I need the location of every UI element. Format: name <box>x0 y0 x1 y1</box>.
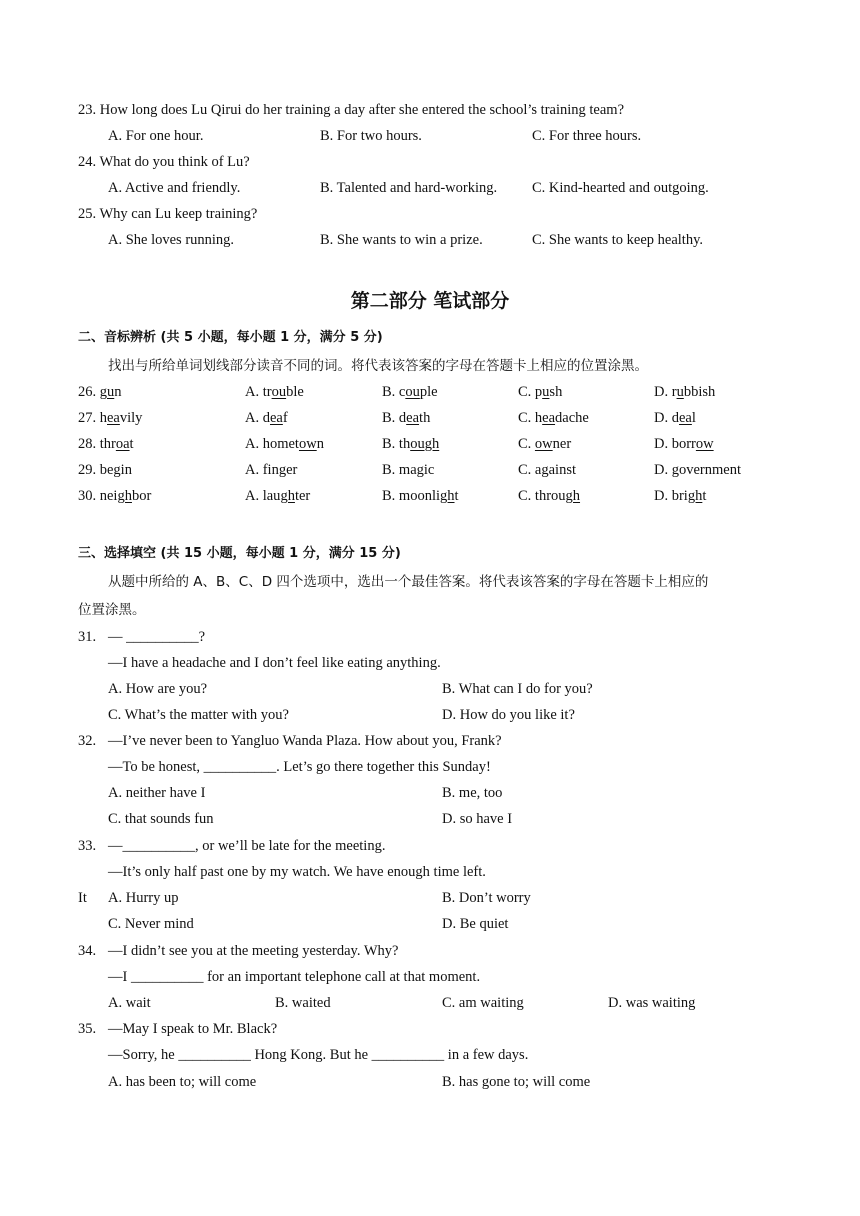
question-text: 25. Why can Lu keep training? <box>78 206 258 222</box>
word-part: D. borr <box>654 436 696 452</box>
dialogue-line: —I __________ for an important telephone call at that moment. <box>108 969 481 985</box>
stray-text: It <box>78 890 87 906</box>
option-d: D. Be quiet <box>442 916 509 932</box>
word-part: 30. nei <box>78 488 118 504</box>
phonetics-option <box>518 436 571 453</box>
underlined-segment: u <box>107 384 115 400</box>
question-number: 31. <box>78 629 97 645</box>
word-part: ple <box>419 384 438 400</box>
underlined-segment: ow <box>695 436 714 452</box>
word-part: B. moonli <box>382 488 441 504</box>
underlined-segment: gh <box>687 488 703 504</box>
phonetics-option <box>654 436 714 453</box>
phonetics-option <box>654 462 741 479</box>
word-part: sh <box>549 384 563 400</box>
option-a: A. has been to; will come <box>108 1074 257 1090</box>
word-part: ter <box>294 488 311 504</box>
option-c: C. She wants to keep healthy. <box>532 232 704 248</box>
section-3-heading: 三、选择填空 (共 15 小题，每小题 1 分，满分 15 分) <box>78 546 401 561</box>
word-part: ner <box>552 436 572 452</box>
option-d: D. was waiting <box>608 995 696 1011</box>
phonetics-option <box>382 410 430 427</box>
phonetics-option <box>518 462 576 479</box>
option-b: B. Don’t worry <box>442 890 531 906</box>
option-c: C. am waiting <box>442 995 524 1011</box>
option-b: B. Talented and hard-working. <box>320 180 498 196</box>
question-text: 24. What do you think of Lu? <box>78 154 250 170</box>
underlined-segment: ow <box>298 436 317 452</box>
option-b: B. What can I do for you? <box>442 681 593 697</box>
underlined-segment: ou <box>405 384 420 400</box>
question-number: 34. <box>78 943 97 959</box>
word-part: n <box>316 436 324 452</box>
word-part: D. government <box>654 462 741 478</box>
word-part: A. tr <box>245 384 272 400</box>
word-part: B. c <box>382 384 406 400</box>
option-b: B. For two hours. <box>320 128 422 144</box>
option-c: C. For three hours. <box>532 128 642 144</box>
phonetics-option <box>382 436 439 453</box>
dialogue-line: —To be honest, __________. Let’s go there together this Sunday! <box>108 759 491 775</box>
underlined-segment: ea <box>269 410 283 426</box>
phonetics-option <box>245 410 288 427</box>
underlined-segment: ou <box>271 384 287 400</box>
phonetics-option <box>245 462 297 479</box>
word-part: vily <box>119 410 143 426</box>
underlined-segment: ea <box>107 410 120 426</box>
word-part: B. d <box>382 410 407 426</box>
phonetics-option <box>654 384 715 401</box>
option-b: B. She wants to win a prize. <box>320 232 483 248</box>
part-title: 第二部分 笔试部分 <box>350 290 510 312</box>
phonetics-word <box>78 436 134 453</box>
option-a: A. For one hour. <box>108 128 204 144</box>
dialogue-line: — __________? <box>108 629 206 645</box>
phonetics-option <box>518 488 580 505</box>
underlined-segment: u <box>676 384 684 400</box>
word-part: bor <box>131 488 152 504</box>
underlined-segment: ow <box>534 436 553 452</box>
underlined-segment: gh <box>440 488 455 504</box>
dialogue-line: —I didn’t see you at the meeting yesterday. Why? <box>108 943 399 959</box>
word-part: 27. h <box>78 410 107 426</box>
word-part: A. lau <box>245 488 281 504</box>
underlined-segment: u <box>542 384 550 400</box>
option-a: A. How are you? <box>108 681 208 697</box>
word-part: B. magic <box>382 462 435 478</box>
phonetics-word <box>78 462 132 479</box>
word-part: A. d <box>245 410 270 426</box>
word-part: A. finger <box>245 462 298 478</box>
word-part: th <box>419 410 431 426</box>
word-part: C. against <box>518 462 576 478</box>
dialogue-line: —I have a headache and I don’t feel like eating anything. <box>108 655 441 671</box>
section-2-instruction: 找出与所给单词划线部分读音不同的词。将代表该答案的字母在答题卡上相应的位置涂黑。 <box>108 358 648 374</box>
word-part: bbish <box>683 384 716 400</box>
option-c: C. that sounds fun <box>108 811 214 827</box>
option-a: A. wait <box>108 995 151 1011</box>
option-a: A. She loves running. <box>108 232 235 248</box>
word-part: t <box>129 436 134 452</box>
section-3-instruction: 从题中所给的 A、B、C、D 四个选项中，选出一个最佳答案。将代表该答案的字母在答题卡上相应的 <box>108 574 709 590</box>
phonetics-word <box>78 488 151 505</box>
word-part: C. throu <box>518 488 566 504</box>
word-part: C. h <box>518 410 543 426</box>
underlined-segment: ea <box>542 410 556 426</box>
word-part: C. <box>518 436 535 452</box>
option-d: D. How do you like it? <box>442 707 575 723</box>
option-a: A. Hurry up <box>108 890 179 906</box>
phonetics-option <box>382 462 434 479</box>
word-part: 29. begin <box>78 462 132 478</box>
word-part: 26. g <box>78 384 107 400</box>
option-d: D. so have I <box>442 811 513 827</box>
option-c: C. Never mind <box>108 916 194 932</box>
word-part: dache <box>555 410 589 426</box>
section-2-heading: 二、音标辨析 (共 5 小题，每小题 1 分，满分 5 分) <box>78 330 383 345</box>
word-part: C. p <box>518 384 543 400</box>
phonetics-option <box>382 488 459 505</box>
underlined-segment: ea <box>406 410 420 426</box>
dialogue-line: —May I speak to Mr. Black? <box>108 1021 278 1037</box>
word-part: t <box>702 488 707 504</box>
option-a: A. Active and friendly. <box>108 180 241 196</box>
option-b: B. has gone to; will come <box>442 1074 591 1090</box>
question-number: 35. <box>78 1021 97 1037</box>
underlined-segment: ough <box>410 436 440 452</box>
phonetics-option <box>518 410 589 427</box>
underlined-segment: oa <box>115 436 130 452</box>
word-part: 28. thr <box>78 436 116 452</box>
phonetics-option <box>518 384 562 401</box>
option-b: B. me, too <box>442 785 503 801</box>
word-part: n <box>114 384 122 400</box>
phonetics-option <box>245 384 304 401</box>
question-number: 32. <box>78 733 97 749</box>
underlined-segment: ea <box>678 410 692 426</box>
word-part: ble <box>286 384 304 400</box>
word-part: D. d <box>654 410 679 426</box>
dialogue-line: —It’s only half past one by my watch. We have enough time left. <box>108 864 486 880</box>
dialogue-line: —I’ve never been to Yangluo Wanda Plaza. How about you, Frank? <box>108 733 502 749</box>
option-a: A. neither have I <box>108 785 206 801</box>
section-3-instruction-cont: 位置涂黑。 <box>78 602 146 618</box>
option-b: B. waited <box>275 995 331 1011</box>
dialogue-line: —__________, or we’ll be late for the meeting. <box>108 838 386 854</box>
word-part: l <box>691 410 696 426</box>
option-c: C. Kind-hearted and outgoing. <box>532 180 709 196</box>
word-part: t <box>454 488 459 504</box>
question-number: 33. <box>78 838 97 854</box>
word-part: f <box>282 410 288 426</box>
dialogue-line: —Sorry, he __________ Hong Kong. But he __________ in a few days. <box>108 1047 529 1063</box>
phonetics-word <box>78 410 142 427</box>
phonetics-word <box>78 384 122 401</box>
option-c: C. What’s the matter with you? <box>108 707 289 723</box>
phonetics-option <box>654 410 696 427</box>
phonetics-option <box>654 488 706 505</box>
phonetics-option <box>382 384 438 401</box>
word-part: B. th <box>382 436 411 452</box>
word-part: D. r <box>654 384 677 400</box>
underlined-segment: gh <box>117 488 132 504</box>
phonetics-option <box>245 436 324 453</box>
question-text: 23. How long does Lu Qirui do her training a day after she entered the school’s training team? <box>78 102 625 118</box>
word-part: D. bri <box>654 488 688 504</box>
phonetics-option <box>245 488 310 505</box>
word-part: A. homet <box>245 436 299 452</box>
underlined-segment: gh <box>280 488 295 504</box>
underlined-segment: gh <box>565 488 581 504</box>
